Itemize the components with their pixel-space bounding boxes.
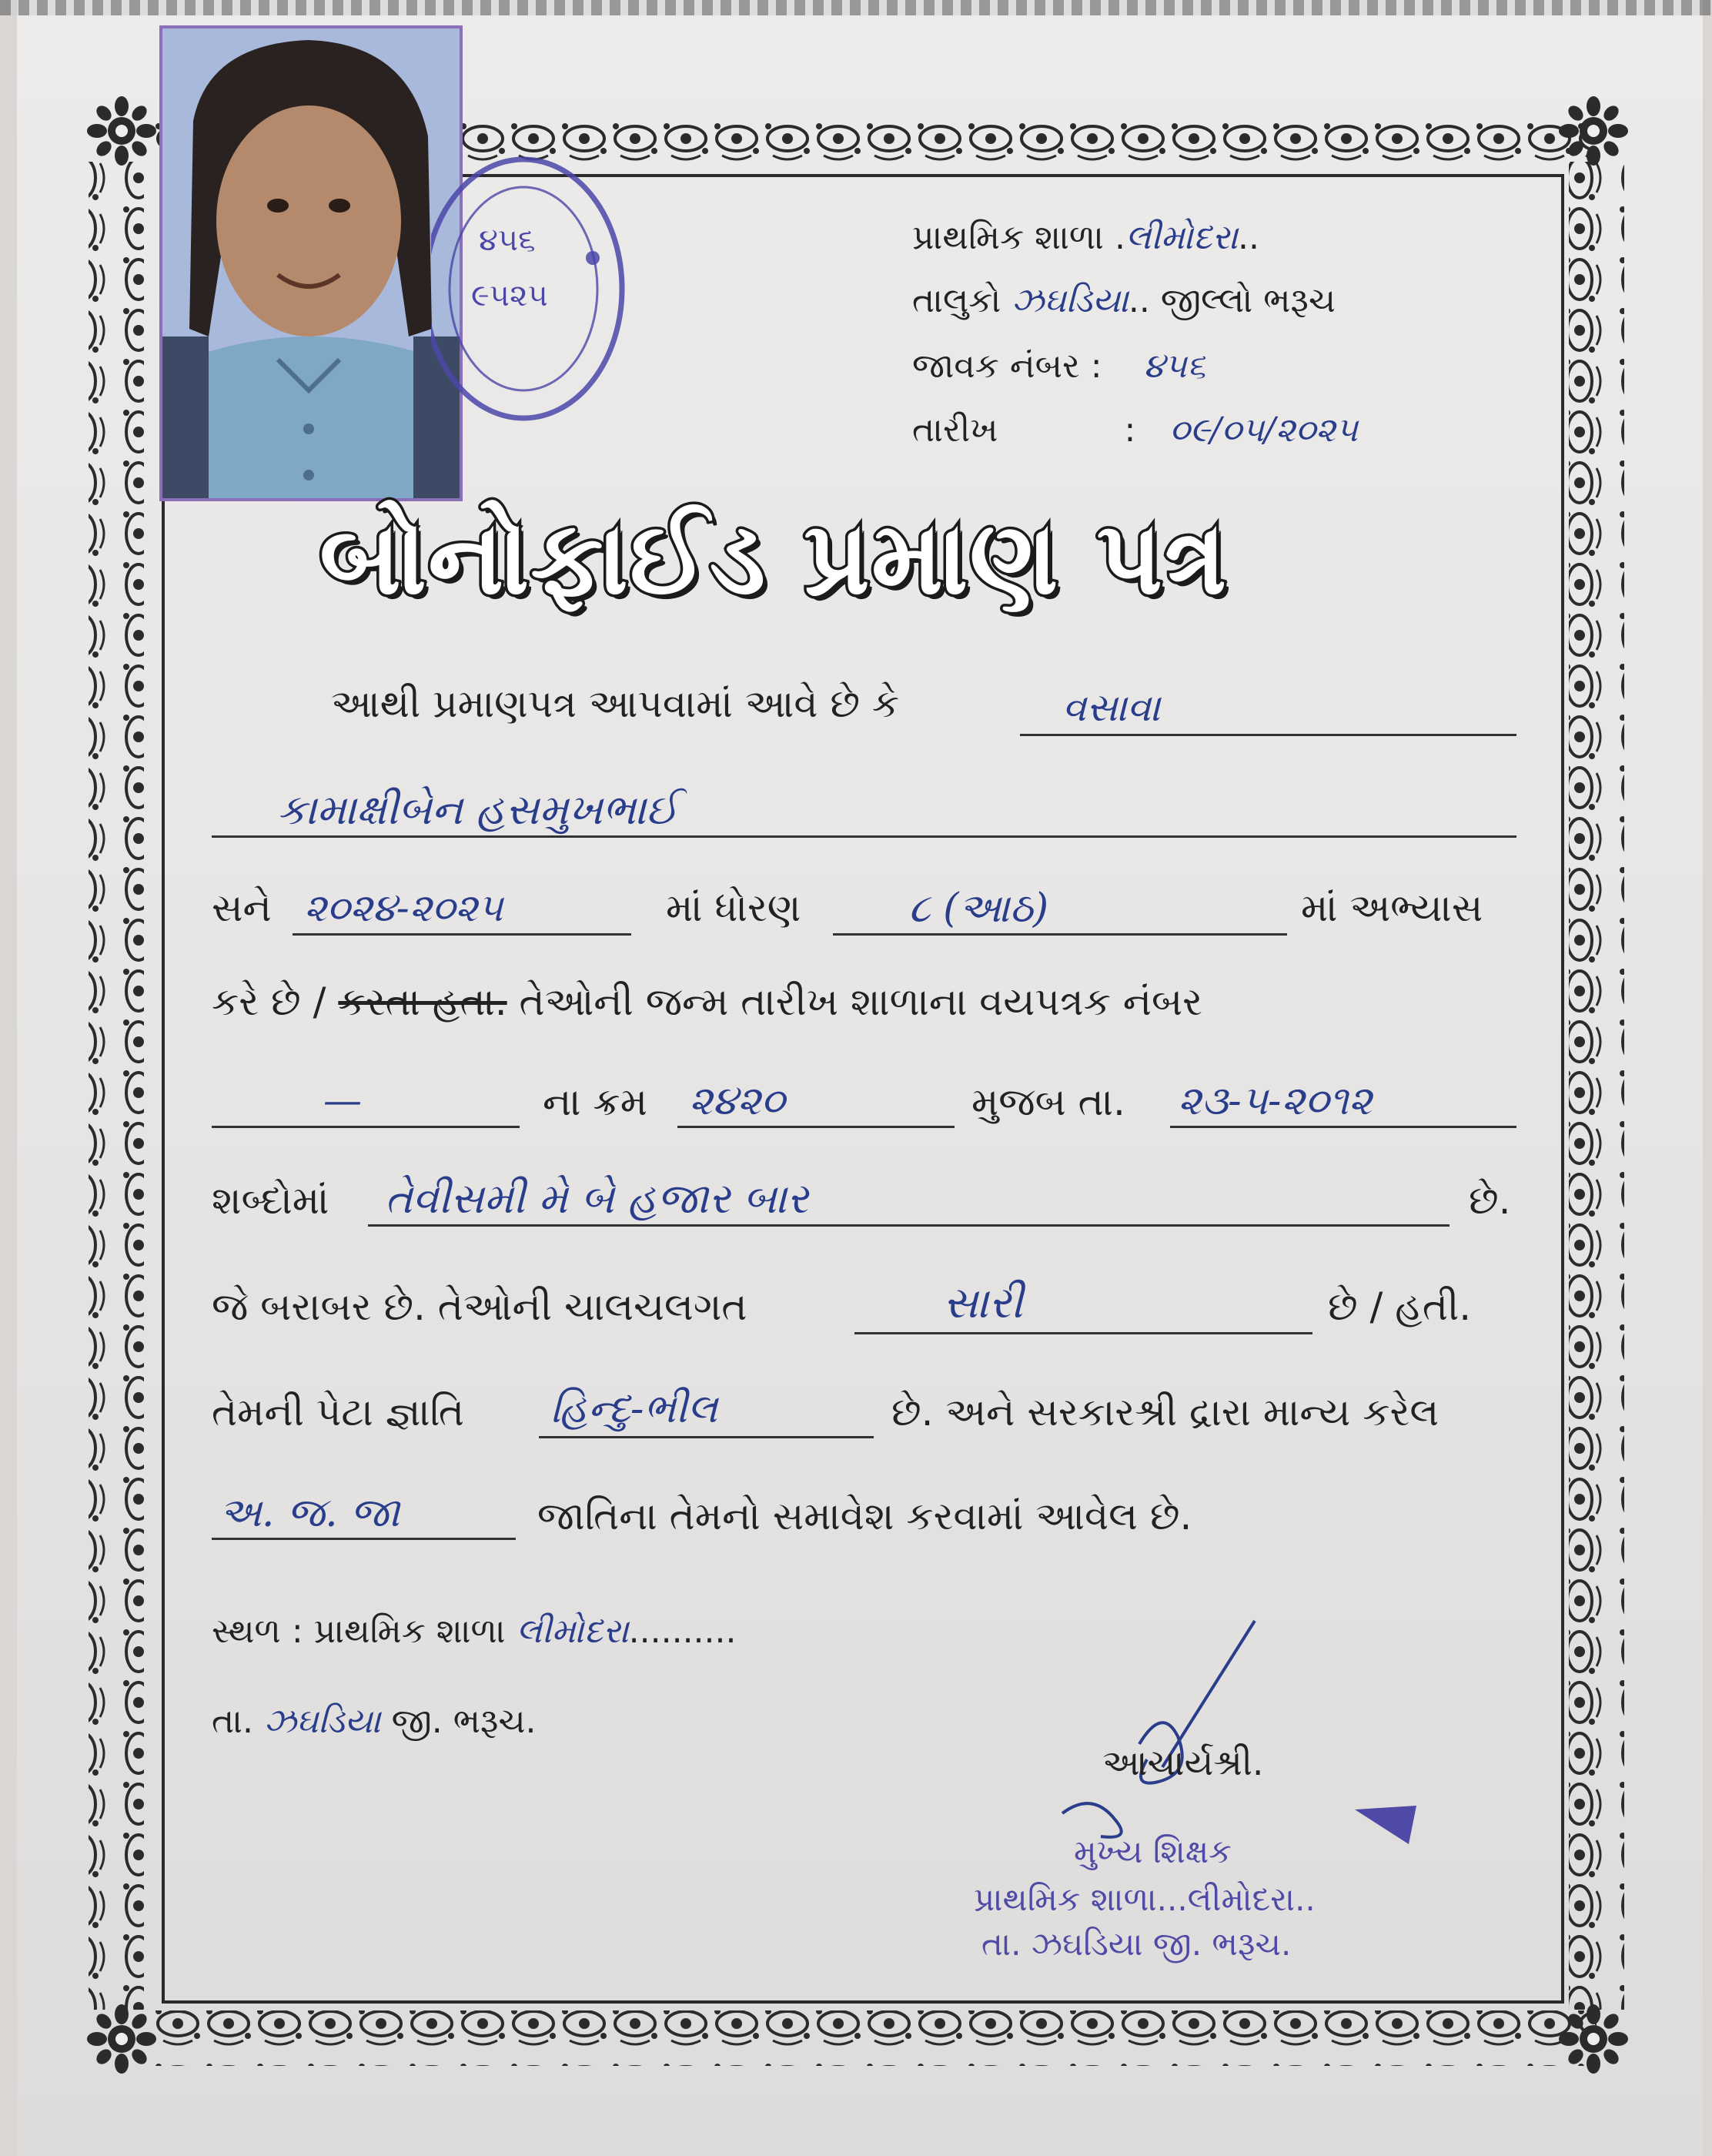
- birthdate-underline: [1170, 1126, 1516, 1128]
- principal-stamp: [974, 1833, 1316, 1964]
- birthdate-value: ૨૩-૫-૨૦૧૨: [1178, 1078, 1373, 1124]
- register-underline: [212, 1126, 520, 1128]
- school-label: પ્રાથમિક શાળા: [912, 218, 1104, 257]
- stamp-number-top: ૪૫૬: [479, 223, 536, 258]
- conduct-suffix: છે / હતી.: [1328, 1284, 1472, 1329]
- conduct-underline: [854, 1332, 1312, 1334]
- studying-text: કરે છે /: [212, 979, 326, 1024]
- intro-text: આથી પ્રમાણપત્ર આપવામાં આવે છે કે: [331, 681, 900, 726]
- header-outward-line: [912, 346, 1205, 386]
- year-prefix: સને: [212, 886, 272, 930]
- student-name-value: કામાક્ષીબેન હસમુખભાઈ: [277, 785, 678, 834]
- year-underline: [293, 933, 631, 936]
- taluka-sign-line: [212, 1702, 537, 1741]
- taluka-name: ઝઘડિયા: [1011, 281, 1129, 320]
- taluka-label: તાલુકો: [912, 281, 1001, 320]
- place-name: લીમોદરા: [516, 1612, 629, 1651]
- outward-label: જાવક નંબર :: [912, 346, 1102, 386]
- student-photo: [159, 25, 463, 501]
- standard-value: ૮ (આઠ): [908, 886, 1049, 932]
- district-label: જીલ્લો: [1160, 281, 1253, 320]
- words-label: શબ્દોમાં: [212, 1178, 329, 1223]
- words-suffix: છે.: [1469, 1178, 1511, 1223]
- principal-signature: [1047, 1613, 1301, 1844]
- stamp-taluka: તા. ઝઘડિયા જી. ભરૂચ.: [981, 1925, 1292, 1963]
- ta-label: તા.: [212, 1702, 253, 1741]
- certificate-title: બોનોફાઈડ પ્રમાણ પત્ર: [319, 499, 1229, 618]
- kram-value: ૨૪૨૦: [689, 1078, 785, 1124]
- place-line: [212, 1612, 737, 1651]
- kram-label: ના ક્રમ: [543, 1080, 647, 1124]
- stamp-number-mid: ૯૫૨૫: [471, 278, 548, 313]
- kram-underline: [677, 1126, 955, 1128]
- ta-name: ઝઘડિયા: [263, 1702, 381, 1741]
- category-value: અ. જ. જા: [219, 1490, 400, 1536]
- standard-underline: [833, 933, 1287, 936]
- place-label: સ્થળ : પ્રાથમિક શાળા: [212, 1612, 506, 1651]
- struck-text: કરતા હતા.: [338, 979, 507, 1024]
- caste-prefix: તેમની પેટા જ્ઞાતિ: [212, 1390, 465, 1435]
- school-name: લીમોદરા: [1125, 218, 1238, 257]
- principal-label: આચાર્યશ્રી.: [1102, 1742, 1264, 1783]
- birthdate-words-value: તેવીસમી મે બે હજાર બાર: [385, 1174, 808, 1223]
- district-sign-label: જી. ભરૂચ.: [391, 1702, 537, 1741]
- academic-year-value: ૨૦૨૪-૨૦૨૫: [304, 886, 503, 930]
- header-date-line: [912, 410, 1358, 450]
- register-value: —: [323, 1078, 362, 1123]
- date-value: ૦૯/૦૫/૨૦૨૫: [1169, 410, 1358, 450]
- standard-prefix: માં ધોરણ: [666, 886, 801, 930]
- words-underline: [368, 1224, 1450, 1227]
- birthdate-register-text: તેઓની જન્મ તારીખ શાળાના વયપત્રક નંબર: [519, 979, 1203, 1024]
- surname-value: વસાવા: [1062, 685, 1161, 730]
- study-suffix: માં અભ્યાસ: [1301, 886, 1483, 930]
- district-name: ભરૂચ: [1263, 281, 1336, 320]
- header-taluka-line: તાલુકો ઝઘડિયા.. જીલ્લો ભરૂચ: [912, 281, 1336, 320]
- date-label: તારીખ: [912, 410, 998, 450]
- category-underline: [212, 1538, 516, 1540]
- place-dots: ..........: [628, 1612, 737, 1651]
- caste-underline: [539, 1436, 874, 1438]
- school-round-stamp: [431, 142, 639, 435]
- as-per-label: મુજબ તા.: [971, 1080, 1125, 1124]
- category-suffix: જાતિના તેમનો સમાવેશ કરવામાં આવેલ છે.: [537, 1494, 1192, 1538]
- caste-suffix: છે. અને સરકારશ્રી દ્રારા માન્ય કરેલ: [891, 1390, 1439, 1435]
- caste-value: હિન્દુ-ભીલ: [550, 1386, 718, 1432]
- outward-number: ૪૫૬: [1143, 346, 1206, 386]
- line4-text: [212, 979, 1202, 1025]
- stamp-mark-icon: [1355, 1802, 1432, 1848]
- conduct-value: સારી: [943, 1278, 1024, 1328]
- surname-underline: [1020, 734, 1516, 736]
- header-school-line: પ્રાથમિક શાળા .લીમોદરા..: [912, 218, 1259, 257]
- stamp-title: મુખ્ય શિક્ષક: [1074, 1833, 1232, 1870]
- date-colon: :: [1124, 410, 1136, 450]
- stamp-school: પ્રાથમિક શાળા...લીમોદરા..: [974, 1880, 1316, 1918]
- conduct-prefix: જે બરાબર છે. તેઓની ચાલચલગત: [212, 1284, 747, 1329]
- student-name-underline: [212, 835, 1516, 838]
